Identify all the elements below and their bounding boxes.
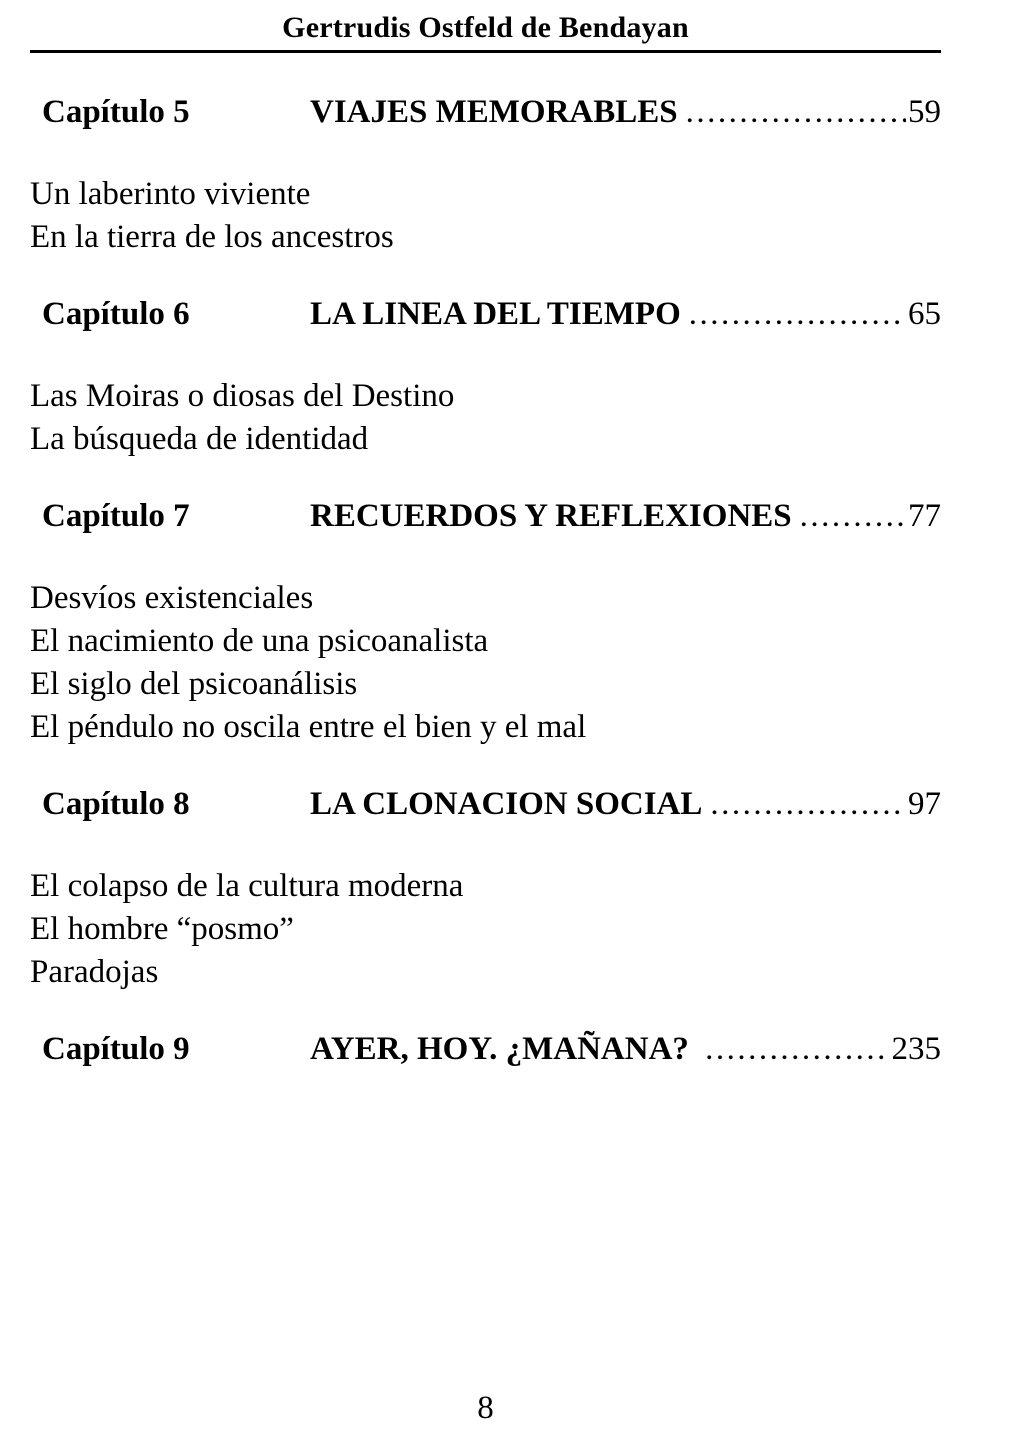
- chapter-label: Capítulo 9: [42, 1031, 190, 1067]
- toc-subentry: Desvíos existenciales: [30, 580, 314, 616]
- toc-chapter-entry: [30, 495, 941, 537]
- chapter-label: Capítulo 5: [42, 94, 190, 130]
- page-number: 8: [477, 1390, 494, 1426]
- toc-subentry: El péndulo no oscila entre el bien y el mal: [30, 709, 587, 745]
- toc-subentry: El hombre “posmo”: [30, 911, 294, 947]
- toc-subentry: Paradojas: [30, 954, 159, 990]
- toc-subentry: En la tierra de los ancestros: [30, 219, 394, 255]
- toc-section: [30, 783, 941, 994]
- chapter-page-number: 235: [891, 1031, 941, 1067]
- toc-subentry: Las Moiras o diosas del Destino: [30, 378, 455, 414]
- chapter-label: Capítulo 7: [42, 498, 190, 534]
- toc-subentry: El colapso de la cultura moderna: [30, 868, 464, 904]
- toc-chapter-entry: [30, 91, 941, 133]
- running-header: Gertrudis Ostfeld de Bendayan: [30, 0, 941, 53]
- toc-subentry: El siglo del psicoanálisis: [30, 666, 358, 702]
- toc-chapter-entry: [30, 1028, 941, 1070]
- chapter-label: Capítulo 6: [42, 296, 190, 332]
- toc-chapter-entry: [30, 293, 941, 335]
- table-of-contents: [30, 91, 941, 1070]
- chapter-title: VIAJES MEMORABLES: [310, 94, 678, 130]
- toc-section: [30, 91, 941, 259]
- chapter-page-number: 77: [908, 498, 941, 534]
- toc-subentry: Un laberinto viviente: [30, 176, 311, 212]
- toc-chapter-entry: [30, 783, 941, 825]
- dot-leader: [800, 495, 906, 537]
- chapter-page-number: 97: [908, 786, 941, 822]
- toc-subentry: El nacimiento de una psicoanalista: [30, 623, 489, 659]
- dot-leader: [686, 91, 906, 133]
- toc-section: [30, 1028, 941, 1070]
- toc-subentries: [30, 865, 941, 994]
- dot-leader: [710, 783, 906, 825]
- toc-section: [30, 495, 941, 749]
- dot-leader: [705, 1028, 889, 1070]
- dot-leader: [689, 293, 906, 335]
- toc-subentries: [30, 577, 941, 749]
- chapter-title: AYER, HOY. ¿MAÑANA?: [310, 1031, 698, 1067]
- chapter-page-number: 65: [908, 296, 941, 332]
- chapter-title: LA CLONACION SOCIAL: [310, 786, 703, 822]
- toc-subentries: [30, 375, 941, 461]
- chapter-page-number: 59: [908, 94, 941, 130]
- toc-subentries: [30, 173, 941, 259]
- toc-subentry: La búsqueda de identidad: [30, 421, 369, 457]
- chapter-label: Capítulo 8: [42, 786, 190, 822]
- toc-section: [30, 293, 941, 461]
- chapter-title: RECUERDOS Y REFLEXIONES: [310, 498, 792, 534]
- chapter-title: LA LINEA DEL TIEMPO: [310, 296, 681, 332]
